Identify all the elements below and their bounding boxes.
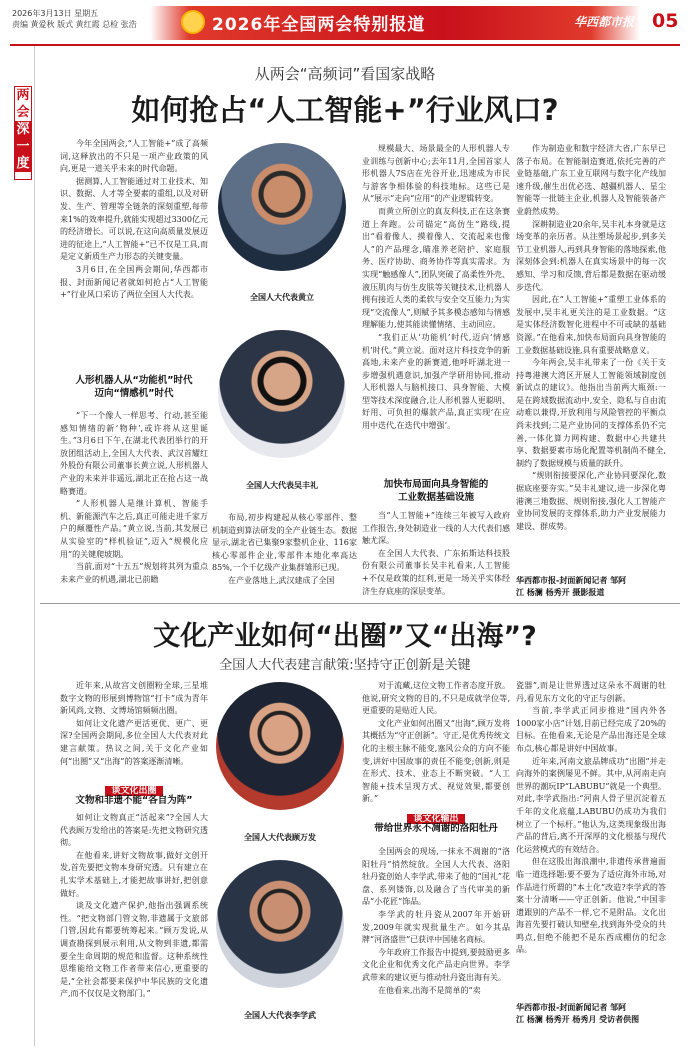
delegate-photo-lixuewu: [216, 860, 344, 988]
paragraph: 在全国人大代表、广东拓斯达科技股份有限公司董事长吴丰礼看来,人工智能+不仅是政策的红利,更是一场关乎实体经济生存底座的深层变革。: [362, 548, 510, 596]
article1-col1: [60, 410, 208, 590]
article1-subhead2: [362, 478, 510, 504]
paragraph: 谈及文化遗产保护,他指出强调系统性。“把文物部门管文物,非遗属于文旅部门管,因此有都要统筹起来。”顾万发说,从调查勘探到展示利用,从文物到非遗,都需要全生命周期的规范和监督。这种系统性思维能给文物工作者带来信心,更重要的是,“全社会都要来保护中华民族的文化遗产,而不仅仅是文物部门。”: [60, 901, 208, 999]
credit-line: 华西都市报-封面新闻记者 邹阿: [516, 1003, 627, 1012]
article1-title: 如何抢占“人工智能+”行业风口?: [131, 93, 559, 127]
delegate-photo-wufengli: [218, 330, 346, 458]
paragraph: 规模最大、场景最全的人形机器人专业训练与创新中心;去年11月,全国首家人形机器人7S店在光谷开业,迅速成为市民与游客争相体验的科技地标。这些已是从“展示”走向“应用”的产业逻辑转变。: [362, 144, 510, 204]
paragraph: 文化产业如何出圈又“出海”,顾万发将其概括为“守正创新”。守正,是优秀传统文化的主根主脉不能变,塞风公众的方向不能变,讲好中国故事的责任不能变;创新,则是在形式、技术、业态上不断突破。“人工智能+技术呈现方式、视觉效果,都要创新。”: [362, 718, 510, 804]
article2-credit: [516, 1002, 668, 1026]
article1-col2: [212, 512, 357, 600]
section-tag-char: 一: [16, 139, 30, 154]
article2-tag1: 谈文化出圈: [105, 786, 162, 796]
article1-col3: [362, 143, 510, 471]
delegate-photo-huangli: [218, 143, 346, 271]
article1-subhead1: [60, 374, 208, 400]
paragraph: 3月6日,在全国两会期间,华西都市报、封面新闻记者就如何抢占“人工智能+”行业风口采访了两位全国人大代表。: [60, 264, 208, 300]
paragraph: 如何让文物真正“活起来”?全国人大代表顾万发给出的答案是:先把文物研究透彻。: [60, 813, 208, 848]
section-tag-char: 两: [16, 88, 30, 103]
caption-lixuewu: 全国人大代表李学武: [244, 1011, 316, 1020]
section-tag-char: 深: [16, 122, 30, 137]
paragraph: 在产业落地上,武汉建成了全国: [228, 575, 335, 585]
subhead-line: 工业数据基础设施: [397, 492, 474, 503]
paragraph: “规则衔接要深化,产业协同要深化,数据底座要夯实。”吴丰礼建议,进一步深化粤港澳三地数据、规则衔接,强化人工智能产业协同发展的支撑体系,助力产业发展能力建设、群成势。: [516, 471, 666, 531]
paragraph: 在他看来,讲好文物故事,做好文创开发,首先要把文物本身研究透。只有建立在扎实学术基础上,才能把故事讲好,把创意做好。: [60, 850, 208, 898]
side-divider: [34, 46, 35, 1046]
credit-line: 江 杨澜 杨秀开 杨秀月 受访者供图: [516, 1015, 640, 1024]
caption-wufengli: 全国人大代表吴丰礼: [246, 481, 318, 490]
article1-col4: [516, 143, 666, 573]
header-meta: [12, 8, 137, 30]
paragraph: 全国两会的现场,一抹永不凋谢的“洛阳牡丹”悄然绽放。全国人大代表、洛阳牡丹瓷创始人李学武,带来了他的“国礼”花盘、系列镂饰,以及融合了当代审美的新品“小花匠”饰品。: [362, 847, 510, 907]
header-date: 2026年3月13日 星期五: [12, 9, 99, 18]
article1-intro: [60, 138, 208, 368]
header-editor: 责编 黄爱秋: [12, 20, 55, 29]
paragraph: 今年全国两会,“人工智能+”成了高频词,这释放出的不只是一项产业政策的风向,更是一道关乎未来的时代命题。: [60, 139, 208, 174]
section-tag-char: 度: [16, 156, 30, 171]
paragraph: 在他看来,出海不是简单的“卖: [378, 985, 481, 995]
paragraph: 瓷器”,而是让世界透过这朵永不凋谢的牡丹,看见东方文化的守正与创新。: [516, 681, 666, 703]
caption-huangli: 全国人大代表黄立: [250, 293, 314, 302]
paragraph: 当“人工智能+”连续三年被写入政府工作报告,身处制造业一线的人大代表们感触尤深。: [362, 511, 510, 546]
article2-intro: [60, 680, 208, 772]
article2-subhead1: 文物和非遗不能“各自为阵”: [75, 795, 193, 806]
credit-line: 华西都市报-封面新闻记者 邹阿: [516, 576, 627, 585]
page-header: [0, 0, 690, 46]
article2-col2a: [362, 680, 510, 804]
article2-kicker: 全国人大代表建言献策:坚持守正创新是关键: [219, 658, 471, 673]
paragraph: 李学武的牡丹瓷从2007年开始研发,2009年就实现批量生产。如今其品牌“河洛盛世”已获评中国驰名商标。: [362, 909, 510, 945]
paragraph: 据测算,人工智能通过对工业技术、知识、数据、人才等全要素的重组,以及对研发、生产、管理等全链条的深刻重塑,每带来1%的效率提升,就能实现超过3300亿元的经济增长。可以说,在这向高质量发展迈进的征途上,“人工智能+”已不仅是工具,而是定义新质生产力形态的关键变量。: [60, 176, 208, 262]
emblem-icon: [181, 10, 205, 34]
paragraph: 而黄立所创立的真友科技,正在这条赛道上奔跑。公司锚定“高仿生”路线,提出“看着像人、摸着像人、交流起来也像人”的产品理念,瞄准养老陪护、家庭服务、医疗协助、商务协作等真实需求。为实现“触感像人”,团队突破了高柔性外壳、液压肌肉与仿生皮肤等关键技术,让机器人拥有接近人类的柔软与安全交互能力;为实现“交流像人”,则赋予其多模态感知与情感理解能力,使其能读懂情绪、主动回应。: [362, 206, 510, 330]
article2-col3: [516, 680, 666, 1000]
paragraph: 今年政府工作报告中提到,要鼓励更多文化企业和优秀文化产品走向世界。李学武带来的建议更与推动牡丹瓷出海有关。: [362, 947, 510, 982]
paragraph: 今年两会,吴丰礼带来了一份《关于支持粤港澳大湾区开展人工智能领域制度创新试点的建议》。他指出当前两大瓶颈:一是在跨域数据流动中,安全、隐私与自由流动难以兼得,开放利用与风险管控的平衡点尚未找到;二是产业协同的支撑体系仍不完善,一体化算力网构建、数据中心共建共享、数据要素市场化配置等机制尚不健全,制约了数据规模与质量的跃升。: [516, 358, 666, 468]
paragraph: “下一个像人一样思考、行动,甚至能感知情绪的新‘物种’,或许将从这里诞生。”3月6日下午,在湖北代表团举行的开放团组活动上,全国人大代表、武汉首耀红外股份有限公司董事长黄立说,人形机器人产业的未来并非遥远,湖北正在抢占这一战略赛道。: [60, 411, 208, 496]
section-tag-char: 会: [16, 105, 30, 120]
article2-subhead2: 带给世界永不凋谢的洛阳牡丹: [374, 823, 498, 834]
newspaper-logo: 华西都市报: [574, 15, 635, 29]
paragraph: 对于流藏,这位文物工作者态度开放。他说,研究文物的目的,不只是成就学位等,更重要的是贴近人民。: [362, 681, 510, 716]
header-designer: 版式 黄红霞: [57, 20, 100, 29]
article1-kicker: 从两会“高频词”看国家战略: [254, 65, 436, 83]
delegate-photo-guwanfa: [216, 682, 344, 810]
paragraph: 近年来,河南文旅品牌成功“出圈”并走向海外的案例屡见不鲜。其中,从河南走向世界的潮玩IP“LABUBU”就是一个典型。对此,李学武指出:“河南人骨子里沉淀着五千年的文化底蕴,LABUBU仍成功为我们树立了一个标杆。”他认为,这类现象级出海产品的背后,离不开深厚的文化根基与现代化运营模式的有效结合。: [516, 756, 666, 854]
article1-col3b: [362, 510, 510, 600]
article2-title: 文化产业如何“出圈”又“出海”?: [153, 621, 537, 652]
paragraph: 但在这股出海浪潮中,非遗传承普遍面临一道选择题:要不要为了适应海外市场,对作品进行所谓的“本土化”改造?李学武的答案十分清晰——守正创新。他说,“中国非遗跟别的产品不一样,它不是附品。文化出海首先要打破认知壁垒,找到海外受众的共鸣点,但绝不能把不是东西成棚仿的纪念品。: [516, 857, 666, 955]
credit-line: 江 杨澜 杨秀开 摄影报道: [516, 588, 605, 597]
paragraph: 深耕制造业20余年,吴丰礼本身就是这场变革的亲历者。从注塑场景起步,到多关节工业机器人,再到具身智能的落地探索,他深刻体会到:机器人在真实场景中的每一次感知、学习和反馈,背后都是数据在驱动缓步迭代。: [516, 219, 666, 292]
paragraph: 当前,面对“十五五”规划将其列为重点未来产业的机遇,湖北已前瞻: [60, 562, 208, 584]
subhead-line: 加快布局面向具身智能的: [383, 479, 489, 490]
article1-credit: [516, 575, 668, 599]
banner-title: 2026年全国两会特别报道: [212, 15, 426, 35]
page-number: 05: [652, 10, 679, 32]
paragraph: 因此,在“人工智能+”重塑工业体系的发展中,吴丰礼更关注的是工业数据。“这是实体经济数智化进程中不可或缺的基础资源。”在他看来,加快布局面向具身智能的工业数据基础设施,具有重要战略意义。: [516, 295, 666, 355]
paragraph: 布局,初步构建起从核心零部件、整机制造到算法研发的全产业链生态。数据显示,湖北省已集聚9家整机企业、116家核心零部件企业,零部件本地化率高达85%,一个千亿级产业集群雏形已现。: [212, 513, 357, 573]
article2-col2b: [362, 846, 510, 1044]
paragraph: 如何让文化遗产更活更优、更广、更深?全国两会期间,多位全国人大代表对此建言献策。热议之间,关于文化产业如何“出圈”又“出海”的答案逐渐清晰。: [60, 718, 208, 766]
header-rule: [10, 44, 680, 46]
subhead-line: 迈向“情感机”时代: [94, 388, 174, 399]
article2-tag2: 谈文化输出: [407, 814, 464, 824]
subhead-line: 人形机器人从“功能机”时代: [75, 375, 193, 386]
article-separator: [40, 603, 680, 604]
paragraph: 当前,李学武正同步推进“国内外各1000家小店”计划,目前已经完成了20%的目标。在他看来,无论是产品出海还是全球布点,核心都是讲好中国故事。: [516, 706, 666, 753]
paragraph: 近年来,从故宫文创圈粉全球,三星堆数字文物的形展到博物馆“打卡”成为青年新风尚,文物、文博场馆频频出圈。: [60, 681, 208, 716]
paragraph: “我们正从‘功能机’时代,迈向‘情感机’时代。”黄立说。面对这片科技竞争的新高地,未来产业的新赛道,他呼吁湖北进一步增强机遇意识,加强产学研用协同,推动人形机器人与脑机接口、具身智能、大模型等技术深度融合,让人形机器人更聪明、好用、可负担的爆款产品,真正实现‘在应用中迭代,在迭代中增强’。: [362, 332, 510, 431]
article2-col1: [60, 812, 208, 1044]
paragraph: “人形机器人是继计算机、智能手机、新能源汽车之后,真正可能走进千家万户的颠覆性产品。”黄立说,当前,其发展已从实验室的“样机验证”,迈入“规模化应用”的关键爬坡期。: [60, 499, 208, 559]
paragraph: 作为制造业和数字经济大省,广东早已落子布局。在智能制造赛道,依托完善的产业链基础,广东工业互联网与数字化产线加速升级,催生出优必选、越疆机器人、星尘智能等一批链主企业,机器人及智能装备产业蔚然成势。: [516, 144, 666, 216]
caption-guwanfa: 全国人大代表顾万发: [244, 833, 316, 842]
header-proof: 总检 张浩: [102, 20, 137, 29]
